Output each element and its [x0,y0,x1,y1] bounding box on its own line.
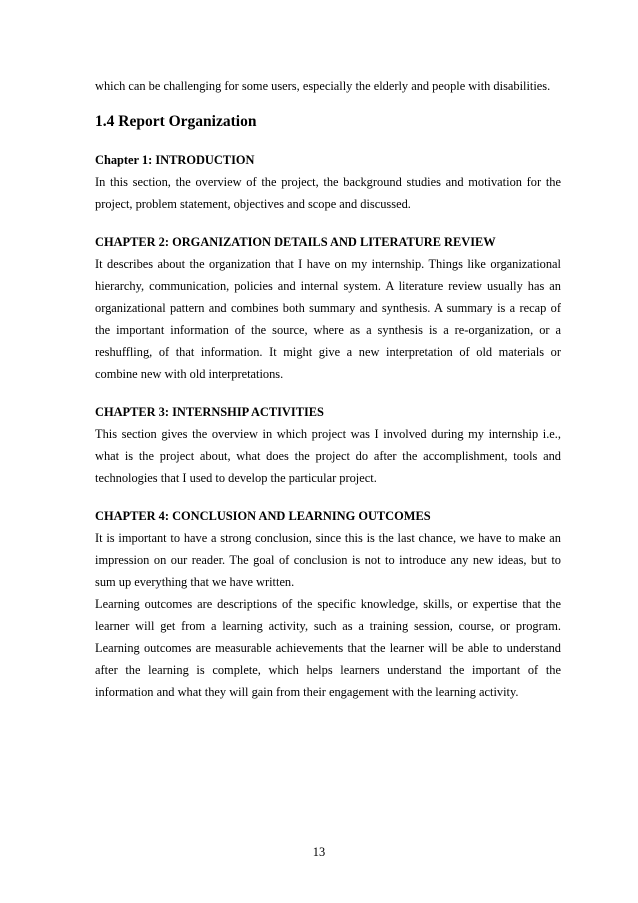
chapter-title-3: CHAPTER 3: INTERNSHIP ACTIVITIES [95,405,324,419]
chapter-paragraph-2: It describes about the organization that I have on my internship. Things like organizational hierarchy, communication, policies and internal system. A literature review usually has an organizational pattern and combines both summary and synthesis. A summary is a recap of the important information of the source, where as a synthesis is a re-organization, or a reshuffling, of that information. It might give a new interpretation of old materials or combine new with old interpretations. [95,257,561,381]
chapter-paragraph-3: This section gives the overview in which project was I involved during my internship i.e., what is the project about, what does the project do after the accomplishment, tools and technologies that I used to develop the particular project. [95,427,561,485]
chapter-section-3 [95,401,561,489]
chapter-paragraph-1: In this section, the overview of the project, the background studies and motivation for the project, problem statement, objectives and scope and discussed. [95,175,561,211]
intro-paragraph: which can be challenging for some users, especially the elderly and people with disabilities. [95,79,551,93]
chapter-section-4 [95,505,561,703]
section-heading: 1.4 Report Organization [95,113,257,130]
page-number: 13 [312,845,326,859]
chapter-paragraph-4a: It is important to have a strong conclusion, since this is the last chance, we have to make an impression on our reader. The goal of conclusion is not to introduce any new ideas, but to sum up everything that we have written. [95,531,561,589]
chapter-section-2 [95,231,561,385]
chapter-title-2: CHAPTER 2: ORGANIZATION DETAILS AND LITERATURE REVIEW [95,235,496,249]
chapter-title-4: CHAPTER 4: CONCLUSION AND LEARNING OUTCOMES [95,509,431,523]
page-content [95,75,561,703]
chapter-title-1: Chapter 1: INTRODUCTION [95,153,255,167]
chapter-section-1 [95,149,561,215]
chapter-paragraph-4b: Learning outcomes are descriptions of the specific knowledge, skills, or expertise that the learner will get from a learning activity, such as a training session, course, or program. Learning outcomes are measurable achievements that the learner will be able to understand after the learning is complete, which helps learners understand the important of the information and what they will gain from their engagement with the learning activity. [95,597,561,699]
